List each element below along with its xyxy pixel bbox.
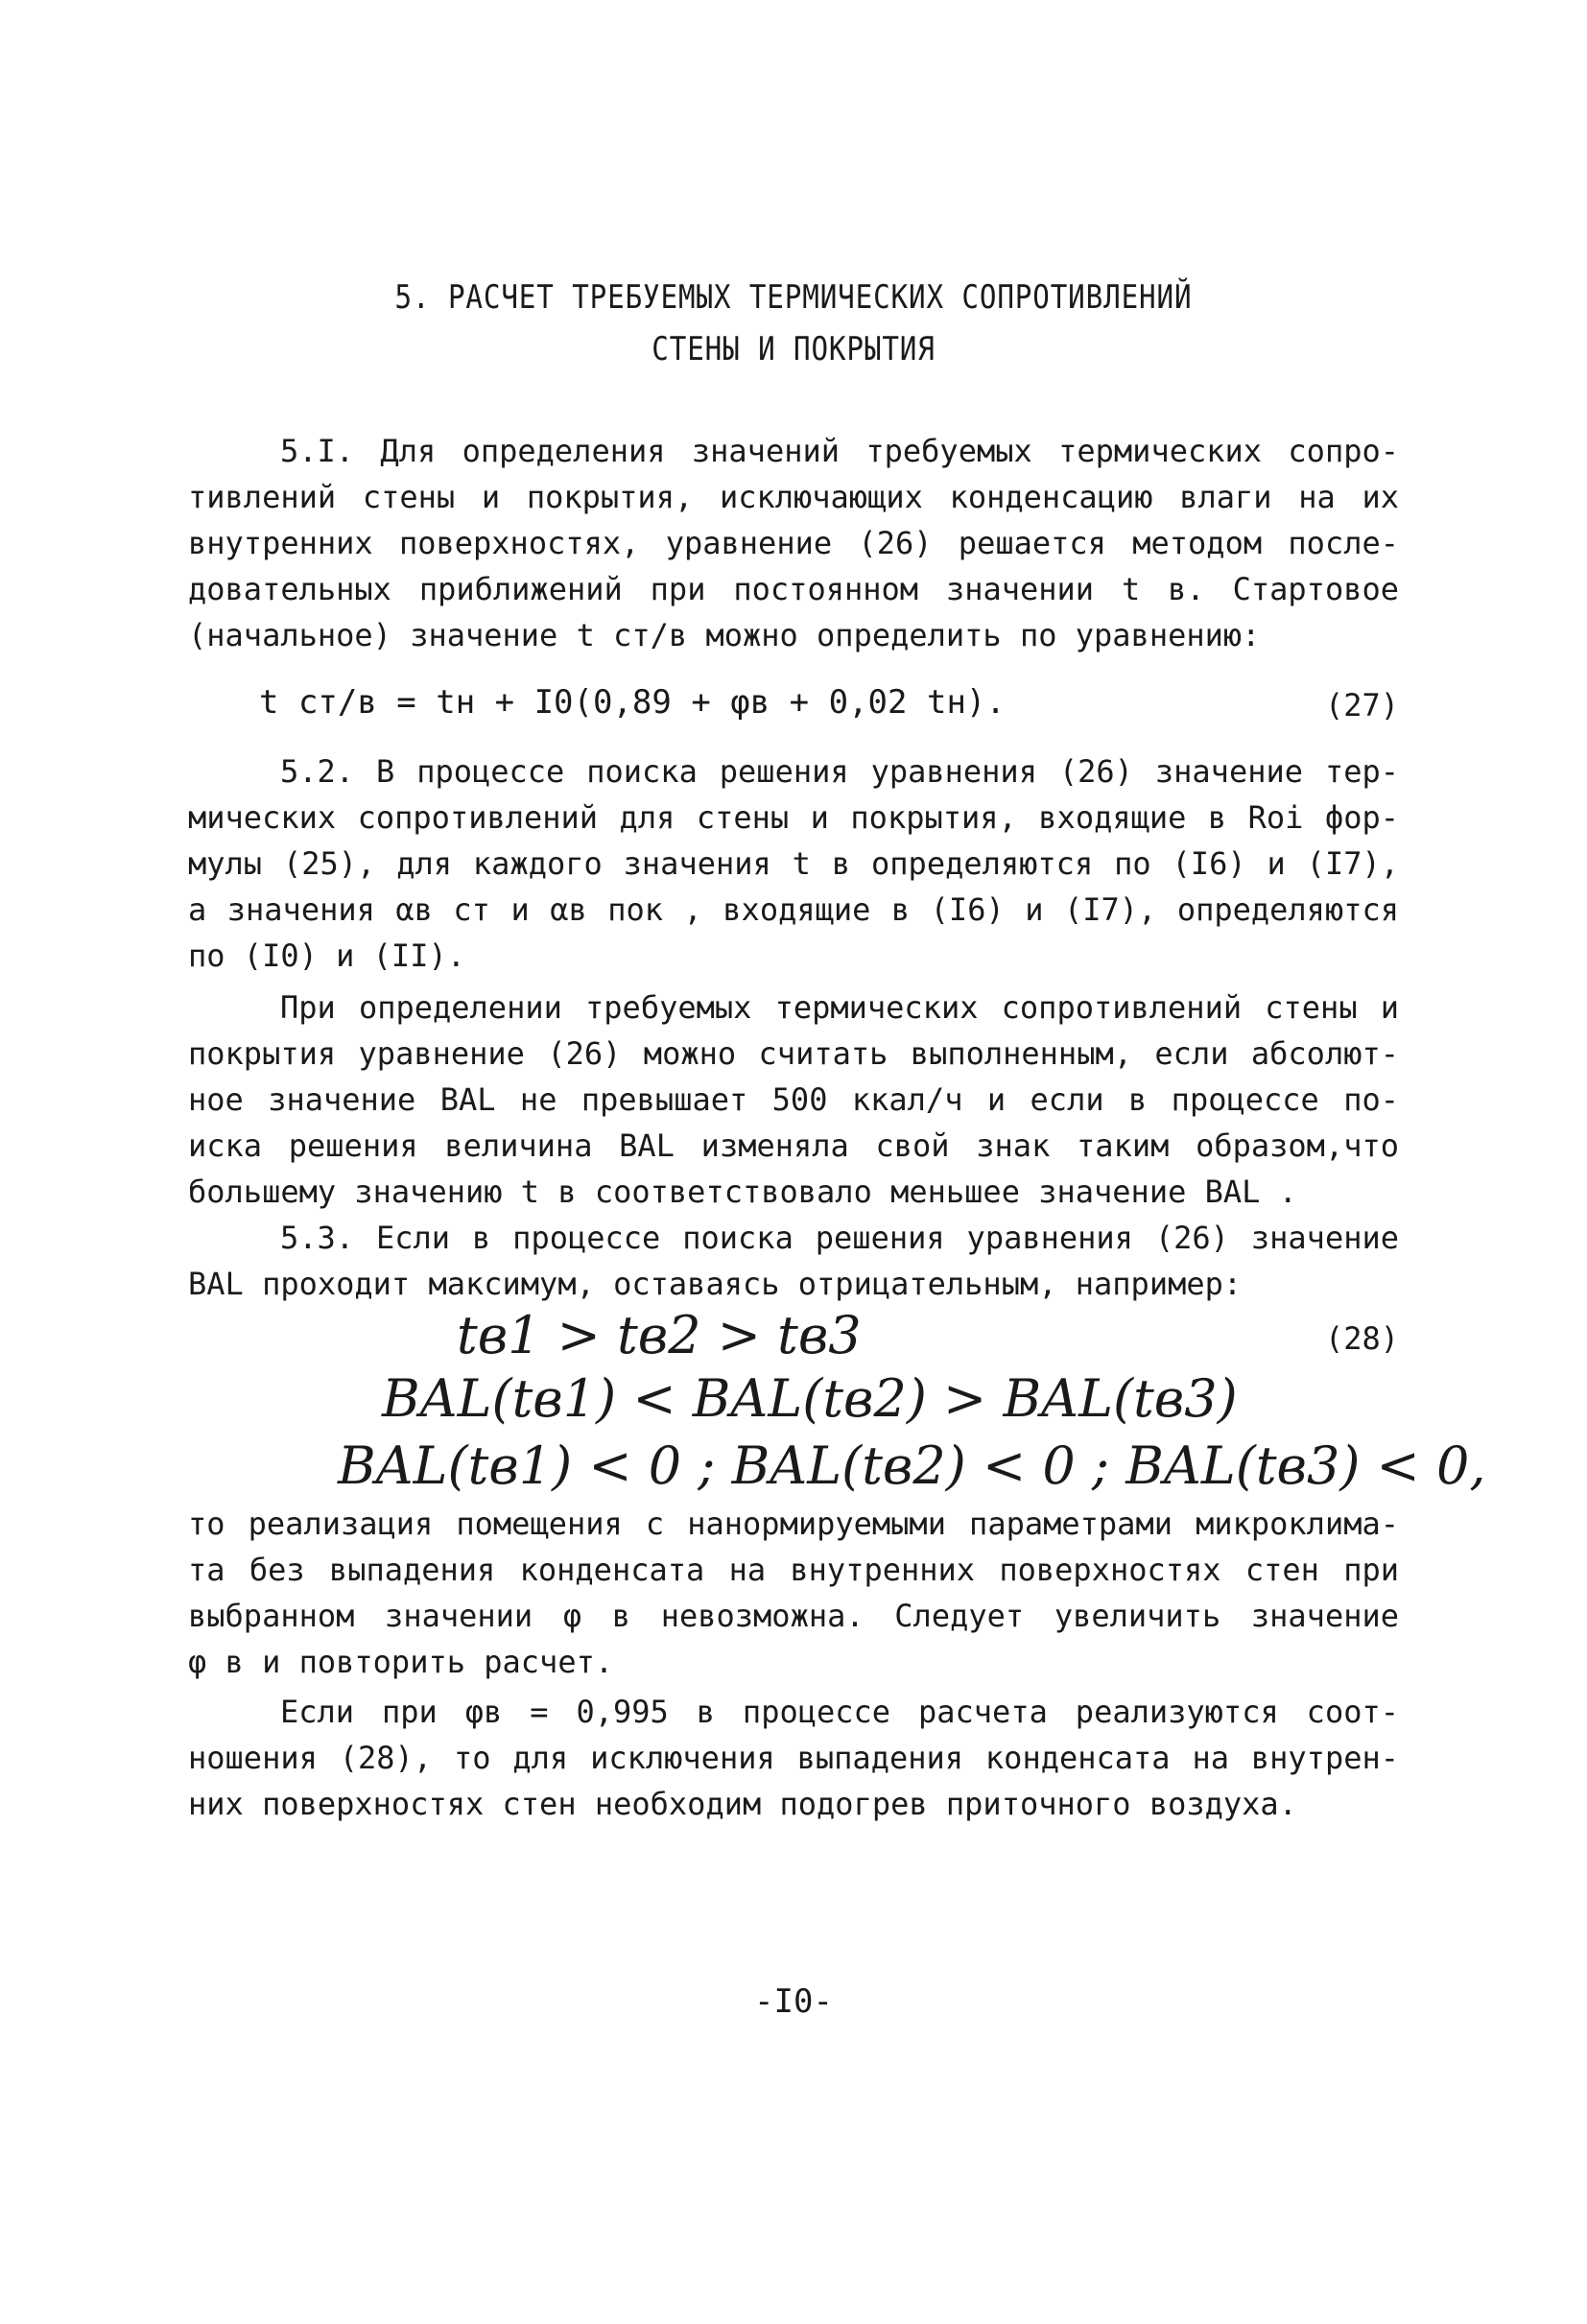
equation-27: t ст/в = tн + I0(0,89 + φв + 0,02 tн).	[259, 683, 1006, 722]
para-criteria-line4: иска решения величина BAL изменяла свой знак таким образом,что	[188, 1127, 1399, 1164]
para-cont-line3: выбранном значении φ в невозможна. Следует увеличить значение	[188, 1598, 1399, 1634]
page-number: -I0-	[754, 1982, 833, 2021]
para-cont-line4: φ в и повторить расчет.	[188, 1644, 614, 1680]
section-heading-line2: СТЕНЫ И ПОКРЫТИЯ	[651, 330, 936, 368]
para-5-2-line4: а значения αв ст и αв пок , входящие в (I6) и (I7), определяются	[188, 891, 1399, 928]
para-final-line1: Если при φв = 0,995 в процессе расчета реализуются соот-	[280, 1694, 1399, 1730]
section-heading-line1: 5. РАСЧЕТ ТРЕБУЕМЫХ ТЕРМИЧЕСКИХ СОПРОТИВЛЕНИЙ	[394, 278, 1193, 317]
para-5-1-line2: тивлений стены и покрытия, исключающих конденсацию влаги на их	[188, 479, 1399, 515]
para-criteria-line3: ное значение BAL не превышает 500 ккал/ч и если в процессе по-	[188, 1081, 1399, 1118]
para-cont-line1: то реализация помещения с нанормируемыми параметрами микроклима-	[188, 1506, 1399, 1542]
para-criteria-line1: При определении требуемых термических сопротивлений стены и	[280, 989, 1399, 1026]
para-criteria-line2: покрытия уравнение (26) можно считать выполненным, если абсолют-	[188, 1035, 1399, 1072]
para-5-2-line3: мулы (25), для каждого значения t в определяются по (I6) и (I7),	[188, 845, 1399, 882]
equation-28-number: (28)	[1324, 1320, 1399, 1357]
para-5-2-line1: 5.2. В процессе поиска решения уравнения (26) значение тер-	[280, 753, 1399, 790]
para-final-line3: них поверхностях стен необходим подогрев приточного воздуха.	[188, 1786, 1297, 1822]
para-criteria-line5: большему значению t в соответствовало меньшее значение BAL .	[188, 1174, 1297, 1210]
para-5-3-line2: BAL проходит максимум, оставаясь отрицательным, например:	[188, 1266, 1243, 1302]
para-cont-line2: та без выпадения конденсата на внутренних поверхностях стен при	[188, 1552, 1399, 1588]
para-5-1-line5: (начальное) значение t ст/в можно определить по уравнению:	[188, 617, 1261, 653]
equation-28-line2: BAL(tв1) < BAL(tв2) > BAL(tв3)	[382, 1368, 1238, 1429]
equation-28-line3: BAL(tв1) < 0 ; BAL(tв2) < 0 ; BAL(tв3) < 0,	[338, 1435, 1486, 1496]
para-5-1-line4: довательных приближений при постоянном значении t в. Стартовое	[188, 571, 1399, 607]
para-5-2-line2: мических сопротивлений для стены и покрытия, входящие в Roi фор-	[188, 799, 1399, 836]
para-5-2-line5: по (I0) и (II).	[188, 937, 465, 974]
para-final-line2: ношения (28), то для исключения выпадения конденсата на внутрен-	[188, 1740, 1399, 1776]
equation-28-line1: tв1 > tв2 > tв3	[457, 1305, 862, 1365]
para-5-1-line3: внутренних поверхностях, уравнение (26) решается методом после-	[188, 525, 1399, 561]
para-5-3-line1: 5.3. Если в процессе поиска решения уравнения (26) значение	[280, 1220, 1399, 1256]
para-5-1-line1: 5.I. Для определения значений требуемых термических сопро-	[280, 433, 1399, 469]
equation-27-number: (27)	[1324, 687, 1399, 723]
